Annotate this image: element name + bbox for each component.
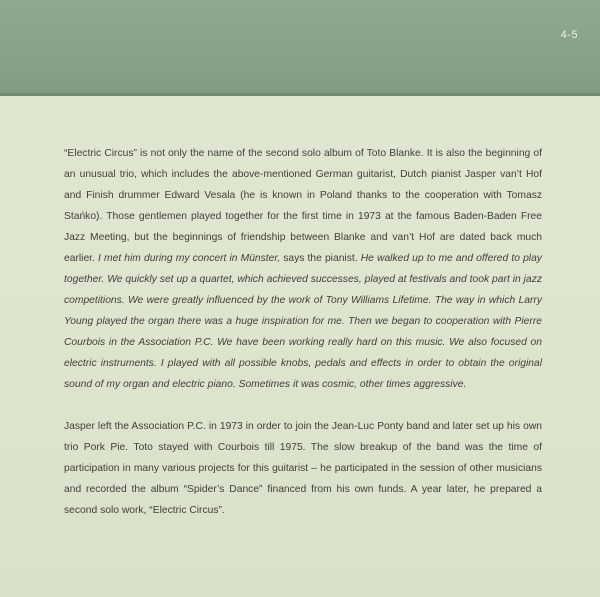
header-band: [0, 0, 600, 96]
paragraph-1: [64, 143, 542, 395]
quote-2: He walked up to me and offered to play together. We quickly set up a quartet, which achieved successes, played at festivals and took part in jazz competitions. We were greatly influenced by the work of Tony Williams Lifetime. The way in which Larry Young played the organ there was a huge inspiration for me. Then we began to cooperation with Pierre Courbois in the Association P.C. We have been working really hard on this music. We also focused on electric instruments. I played with all possible knobs, pedals and effects in order to obtain the original sound of my organ and electric piano. Sometimes it was cosmic, other times aggressive.: [64, 253, 542, 390]
paragraph-1-intro: “Electric Circus” is not only the name of the second solo album of Toto Blanke. It is also the beginning of an unusual trio, which includes the above-mentioned German guitarist, Dutch pianist Jasper van’t Hof and Finish drummer Edward Vesala (he is known in Poland thanks to the cooperation with Tomasz Stańko). Those gentlemen played together for the first time in 1973 at the famous Baden-Baden Free Jazz Meeting, but the beginnings of friendship between Blanke and van’t Hof are dated back much earlier.: [64, 148, 542, 264]
paragraph-2: Jasper left the Association P.C. in 1973 in order to join the Jean-Luc Ponty band and later set up his own trio Pork Pie. Toto stayed with Courbois till 1975. The slow breakup of the band was the time of participation in many various projects for this guitarist – he participated in the session of other musicians and recorded the album “Spider’s Dance” financed from his own funds. A year later, he prepared a second solo work, “Electric Circus”.: [64, 421, 542, 516]
page-number: 4-5: [560, 29, 578, 41]
article-body: [64, 143, 542, 542]
quote-attribution: says the pianist.: [283, 253, 358, 264]
quote-1: I met him during my concert in Münster,: [98, 253, 281, 264]
